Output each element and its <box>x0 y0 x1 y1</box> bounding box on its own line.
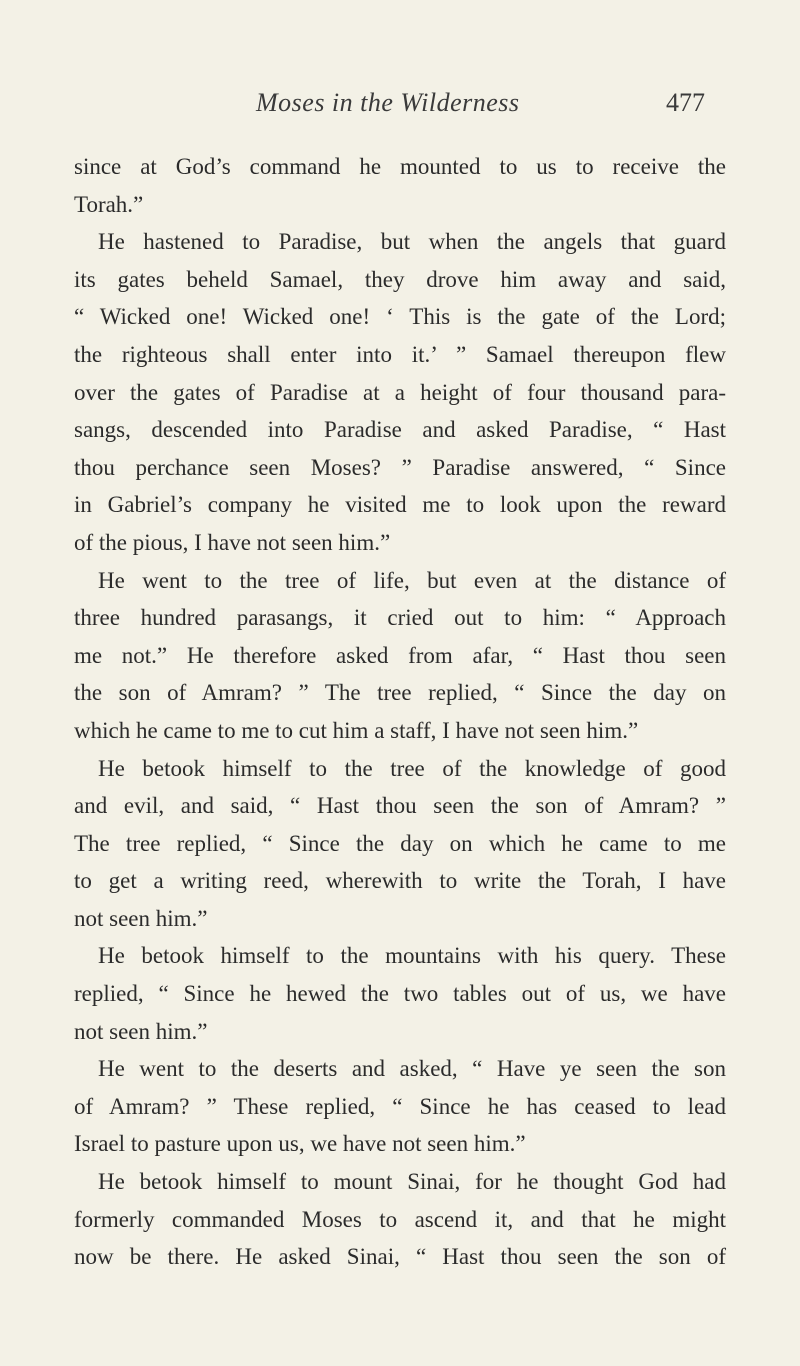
text-line: “ Wicked one! Wicked one! ‘ This is the gate of the Lord; <box>74 304 726 330</box>
text-line: sangs, descended into Paradise and asked Paradise, “ Hast <box>74 417 726 443</box>
text-line: He betook himself to the tree of the knowledge of good <box>98 755 726 781</box>
text-line: He hastened to Paradise, but when the angels that guard <box>98 229 726 255</box>
text-line: replied, “ Since he hewed the two tables out of us, we have <box>74 981 726 1007</box>
text-line: of Amram? ” These replied, “ Since he has ceased to lead <box>74 1093 726 1119</box>
text-line: of the pious, I have not seen him.” <box>74 529 391 555</box>
text-line: since at God’s command he mounted to us to receive the <box>74 154 726 179</box>
text-line: formerly commanded Moses to ascend it, and that he might <box>74 1206 726 1232</box>
text-line: not seen him.” <box>74 1018 208 1044</box>
text-line: which he came to me to cut him a staff, I have not seen him.” <box>74 717 639 743</box>
text-line: not seen him.” <box>74 905 208 931</box>
body-text <box>74 148 726 1276</box>
page-number: 477 <box>666 88 705 117</box>
running-title: Moses in the Wilderness <box>256 88 520 117</box>
running-head <box>0 88 800 128</box>
text-line: its gates beheld Samael, they drove him away and said, <box>74 266 726 292</box>
text-line: and evil, and said, “ Hast thou seen the son of Amram? ” <box>74 793 726 819</box>
text-line: He betook himself to mount Sinai, for he thought God had <box>98 1169 726 1195</box>
text-line: Torah.” <box>74 191 144 217</box>
text-line: me not.” He therefore asked from afar, “ Hast thou seen <box>74 642 726 668</box>
text-line: three hundred parasangs, it cried out to him: “ Approach <box>74 605 726 631</box>
text-line: over the gates of Paradise at a height of four thousand para- <box>74 379 726 405</box>
text-line: thou perchance seen Moses? ” Paradise answered, “ Since <box>74 454 726 480</box>
text-line: He went to the tree of life, but even at the distance of <box>98 567 726 593</box>
text-line: to get a writing reed, wherewith to write the Torah, I have <box>74 868 726 894</box>
text-line: He went to the deserts and asked, “ Have ye seen the son <box>98 1056 726 1082</box>
text-line: now be there. He asked Sinai, “ Hast thou seen the son of <box>74 1244 726 1270</box>
text-line: in Gabriel’s company he visited me to look upon the reward <box>74 492 726 518</box>
text-line: He betook himself to the mountains with his query. These <box>98 943 726 969</box>
text-line: the son of Amram? ” The tree replied, “ Since the day on <box>74 680 726 706</box>
text-line: Israel to pasture upon us, we have not seen him.” <box>74 1131 526 1157</box>
text-line: the righteous shall enter into it.’ ” Samael thereupon flew <box>74 341 726 367</box>
text-line: The tree replied, “ Since the day on which he came to me <box>74 830 726 856</box>
